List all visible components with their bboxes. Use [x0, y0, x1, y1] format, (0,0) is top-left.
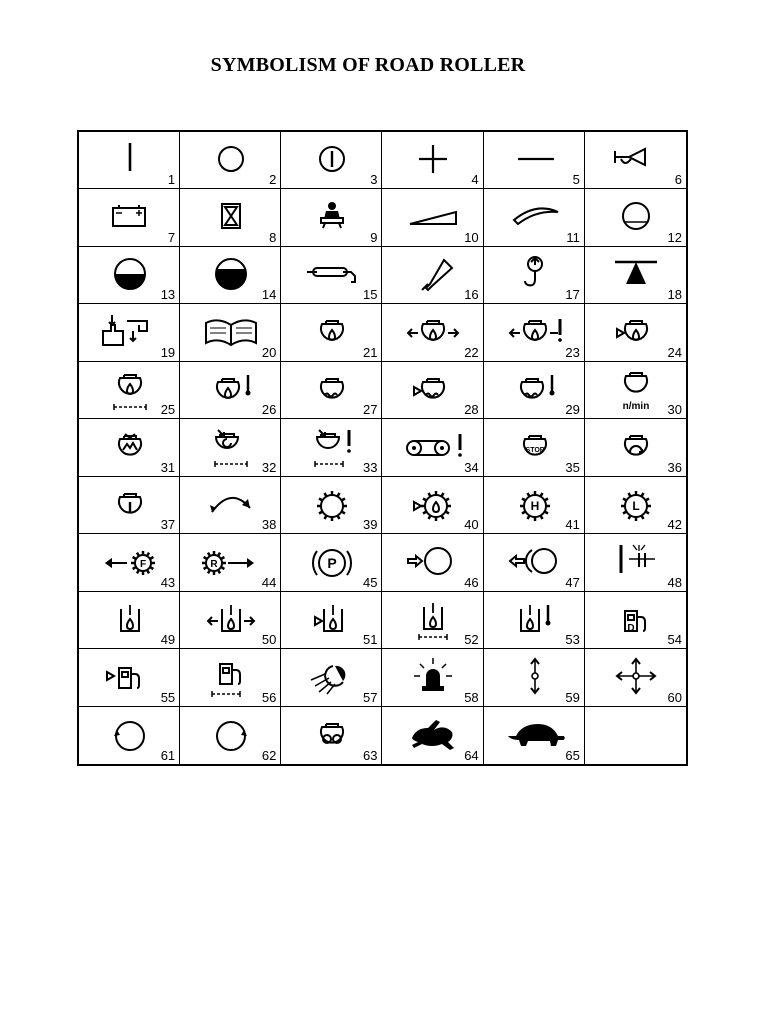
symbol-cell [281, 247, 382, 304]
symbol-cell [180, 649, 281, 706]
symbol-number: 63 [363, 747, 378, 763]
symbol-cell [79, 707, 180, 764]
symbol-number: 51 [363, 632, 378, 648]
symbol-number: 46 [464, 574, 479, 590]
operator-seat-icon [299, 194, 365, 240]
symbol-number: 2 [269, 172, 277, 188]
all-direction-movement-icon [603, 654, 669, 700]
drawbar-icon [299, 252, 365, 298]
symbol-number: 22 [464, 344, 479, 360]
symbol-cell [585, 477, 686, 534]
symbol-cell [585, 362, 686, 419]
symbol-cell [585, 707, 686, 764]
symbol-cell [180, 362, 281, 419]
symbol-number: 55 [160, 689, 176, 705]
engine-oil-flow-icon [400, 309, 466, 355]
engine-on-icon [97, 482, 163, 528]
symbol-number: 8 [269, 229, 277, 245]
symbol-cell [180, 132, 281, 189]
engine-coolant-icon [299, 367, 365, 413]
symbol-cell [79, 132, 180, 189]
symbol-number: 36 [667, 459, 682, 475]
engine-oil-icon [299, 309, 365, 355]
symbol-number: 45 [363, 574, 378, 590]
on-off-icon [299, 137, 365, 183]
diesel-fuel-icon [603, 597, 669, 643]
symbol-cell [382, 707, 483, 764]
page-title: SYMBOLISM OF ROAD ROLLER [210, 54, 526, 76]
symbol-cell [382, 534, 483, 591]
symbol-cell [484, 362, 585, 419]
svg-text:n/min: n/min [622, 400, 650, 412]
forward-gear-icon [97, 539, 163, 585]
symbol-cell [585, 247, 686, 304]
symbol-number: 7 [167, 229, 176, 245]
work-light-icon [299, 654, 365, 700]
vertical-movement-icon [502, 654, 568, 700]
hydraulic-oil-level-icon [400, 597, 466, 643]
symbol-cell [180, 707, 281, 764]
symbol-cell [382, 304, 483, 361]
symbol-number: 17 [565, 287, 580, 303]
symbol-number: 64 [464, 747, 479, 763]
symbol-number: 37 [160, 517, 176, 533]
symbol-number: 26 [261, 402, 277, 418]
symbol-number: 60 [667, 689, 682, 705]
symbol-cell [281, 304, 382, 361]
symbol-cell [79, 649, 180, 706]
engine-oil-level-icon [97, 367, 163, 413]
symbol-number: 32 [261, 459, 277, 475]
transmission-low-icon [603, 482, 669, 528]
symbol-cell [382, 592, 483, 649]
fuel-level-icon [198, 654, 264, 700]
vibration-icon [299, 712, 365, 758]
full-level-icon [198, 252, 264, 298]
symbol-number: 38 [261, 517, 277, 533]
symbol-number: 19 [160, 344, 176, 360]
symbol-cell [585, 419, 686, 476]
engine-rotation-icon [603, 424, 669, 470]
symbol-number: 33 [363, 459, 378, 475]
symbol-number: 20 [261, 344, 277, 360]
symbol-number: 41 [565, 517, 580, 533]
ramp-icon [400, 194, 466, 240]
symbol-number: 54 [667, 632, 682, 648]
hydraulic-oil-temperature-icon [502, 597, 568, 643]
rabbit-fast-icon [400, 712, 466, 758]
symbol-number: 11 [566, 229, 580, 245]
symbol-table [77, 130, 688, 766]
symbol-number: 52 [464, 632, 479, 648]
beacon-light-icon [400, 654, 466, 700]
symbol-number: 42 [667, 517, 682, 533]
symbol-cell [79, 304, 180, 361]
symbol-number: 21 [363, 344, 378, 360]
rotate-counterclockwise-icon [198, 712, 264, 758]
rotation-arrow-icon [198, 482, 264, 528]
symbol-number: 58 [464, 689, 479, 705]
symbol-number: 25 [160, 402, 176, 418]
symbol-cell [281, 419, 382, 476]
symbol-cell [382, 477, 483, 534]
symbol-number: 18 [667, 287, 682, 303]
svg-text:P: P [327, 555, 337, 572]
symbol-number: 14 [261, 287, 277, 303]
symbol-cell [382, 419, 483, 476]
symbol-number: 5 [572, 172, 580, 188]
symbol-number: 61 [160, 747, 176, 763]
symbol-number: 12 [667, 229, 682, 245]
symbol-number: 31 [160, 459, 176, 475]
hydraulic-oil-flow-icon [198, 597, 264, 643]
symbol-cell [484, 707, 585, 764]
turtle-slow-icon [502, 712, 568, 758]
symbol-number: 6 [674, 172, 682, 188]
symbol-cell [281, 132, 382, 189]
symbol-cell [281, 534, 382, 591]
symbol-cell [585, 304, 686, 361]
symbol-number: 59 [565, 689, 580, 705]
transmission-high-icon [502, 482, 568, 528]
plus-icon [400, 137, 466, 183]
symbol-number: 10 [464, 229, 479, 245]
symbol-number: 34 [464, 459, 479, 475]
symbol-cell [79, 419, 180, 476]
symbol-cell [382, 247, 483, 304]
symbol-cell [585, 649, 686, 706]
reverse-gear-icon [198, 539, 264, 585]
symbol-number: 65 [565, 747, 580, 763]
symbol-cell [382, 649, 483, 706]
symbol-number: 53 [565, 632, 580, 648]
symbol-cell [180, 419, 281, 476]
symbol-number: 16 [464, 287, 479, 303]
fuel-filter-icon [97, 654, 163, 700]
svg-text:D: D [627, 622, 635, 634]
symbol-number: 9 [370, 229, 378, 245]
symbol-cell [281, 477, 382, 534]
symbol-cell [79, 247, 180, 304]
symbol-cell [79, 534, 180, 591]
symbol-cell [484, 534, 585, 591]
symbol-cell [382, 132, 483, 189]
symbol-cell [281, 707, 382, 764]
symbol-cell [180, 534, 281, 591]
symbol-number: 40 [464, 517, 479, 533]
engine-speed-icon [603, 367, 669, 413]
hourglass-icon [198, 194, 264, 240]
brake-apply-icon [400, 539, 466, 585]
parking-brake-icon [299, 539, 365, 585]
belt-warning-icon [400, 424, 466, 470]
symbol-number: 23 [565, 344, 580, 360]
symbol-number: 28 [464, 402, 479, 418]
symbol-cell [484, 304, 585, 361]
symbol-cell [585, 132, 686, 189]
symbol-number: 50 [261, 632, 277, 648]
engine-oil-filter-icon [603, 309, 669, 355]
svg-text:L: L [632, 498, 640, 513]
symbol-cell [281, 189, 382, 246]
symbol-cell [484, 247, 585, 304]
symbol-number: 29 [565, 402, 580, 418]
symbol-number: 35 [565, 459, 580, 475]
symbol-number: 15 [363, 287, 378, 303]
symbol-cell [281, 592, 382, 649]
symbol-number: 57 [363, 689, 378, 705]
symbol-cell [79, 477, 180, 534]
rotate-clockwise-icon [97, 712, 163, 758]
symbol-number: 30 [667, 402, 682, 418]
transmission-oil-icon [400, 482, 466, 528]
symbol-number: 1 [167, 172, 176, 188]
symbol-cell [484, 649, 585, 706]
symbol-cell [79, 189, 180, 246]
symbol-cell [79, 362, 180, 419]
engine-coolant-filter-icon [400, 367, 466, 413]
symbol-cell [382, 189, 483, 246]
engine-stop-icon [502, 424, 568, 470]
symbol-cell [281, 649, 382, 706]
symbol-number: 4 [471, 172, 479, 188]
svg-text:R: R [210, 559, 218, 571]
symbol-number: 62 [261, 747, 277, 763]
battery-icon [97, 194, 163, 240]
hydraulic-oil-icon [97, 597, 163, 643]
symbol-cell [180, 304, 281, 361]
hydraulic-oil-filter-icon [299, 597, 365, 643]
curve-icon [502, 194, 568, 240]
symbol-cell [180, 189, 281, 246]
symbol-number: 3 [370, 172, 378, 188]
minus-icon [502, 137, 568, 183]
on-icon [97, 137, 163, 183]
engine-oil-temperature-icon [198, 367, 264, 413]
symbol-number: 47 [565, 574, 580, 590]
symbol-cell [585, 534, 686, 591]
horn-icon [603, 137, 669, 183]
symbol-number: 13 [160, 287, 176, 303]
symbol-number: 27 [363, 402, 378, 418]
symbol-number: 49 [160, 632, 176, 648]
symbol-cell [180, 592, 281, 649]
brake-release-icon [502, 539, 568, 585]
symbol-number: 39 [363, 517, 378, 533]
symbol-cell [382, 362, 483, 419]
svg-text:F: F [139, 559, 147, 571]
engine-coolant-temperature-icon [502, 367, 568, 413]
symbol-cell [79, 592, 180, 649]
engine-start-icon [198, 424, 264, 470]
clutch-icon [603, 539, 669, 585]
symbol-cell [484, 189, 585, 246]
empty-level-icon [603, 194, 669, 240]
lift-point-icon [603, 252, 669, 298]
half-level-icon [97, 252, 163, 298]
engine-air-filter-icon [97, 424, 163, 470]
symbol-number: 43 [160, 574, 176, 590]
symbol-number: 44 [261, 574, 277, 590]
lifting-hook-icon [502, 252, 568, 298]
engine-oil-warning-icon [502, 309, 568, 355]
symbol-cell [281, 362, 382, 419]
fill-tanks-icon [97, 309, 163, 355]
symbol-cell [484, 477, 585, 534]
transmission-icon [299, 482, 365, 528]
svg-text:STOP: STOP [525, 447, 545, 455]
off-icon [198, 137, 264, 183]
symbol-cell [180, 477, 281, 534]
engine-start-warning-icon [299, 424, 365, 470]
symbol-cell [585, 189, 686, 246]
symbol-cell [484, 132, 585, 189]
symbol-number: 48 [667, 574, 682, 590]
grease-gun-icon [400, 252, 466, 298]
symbol-cell [484, 419, 585, 476]
manual-book-icon [198, 309, 264, 355]
symbol-number: 24 [667, 344, 682, 360]
svg-text:H: H [530, 498, 539, 513]
symbol-cell [585, 592, 686, 649]
symbol-number: 56 [261, 689, 277, 705]
symbol-cell [484, 592, 585, 649]
symbol-cell [180, 247, 281, 304]
